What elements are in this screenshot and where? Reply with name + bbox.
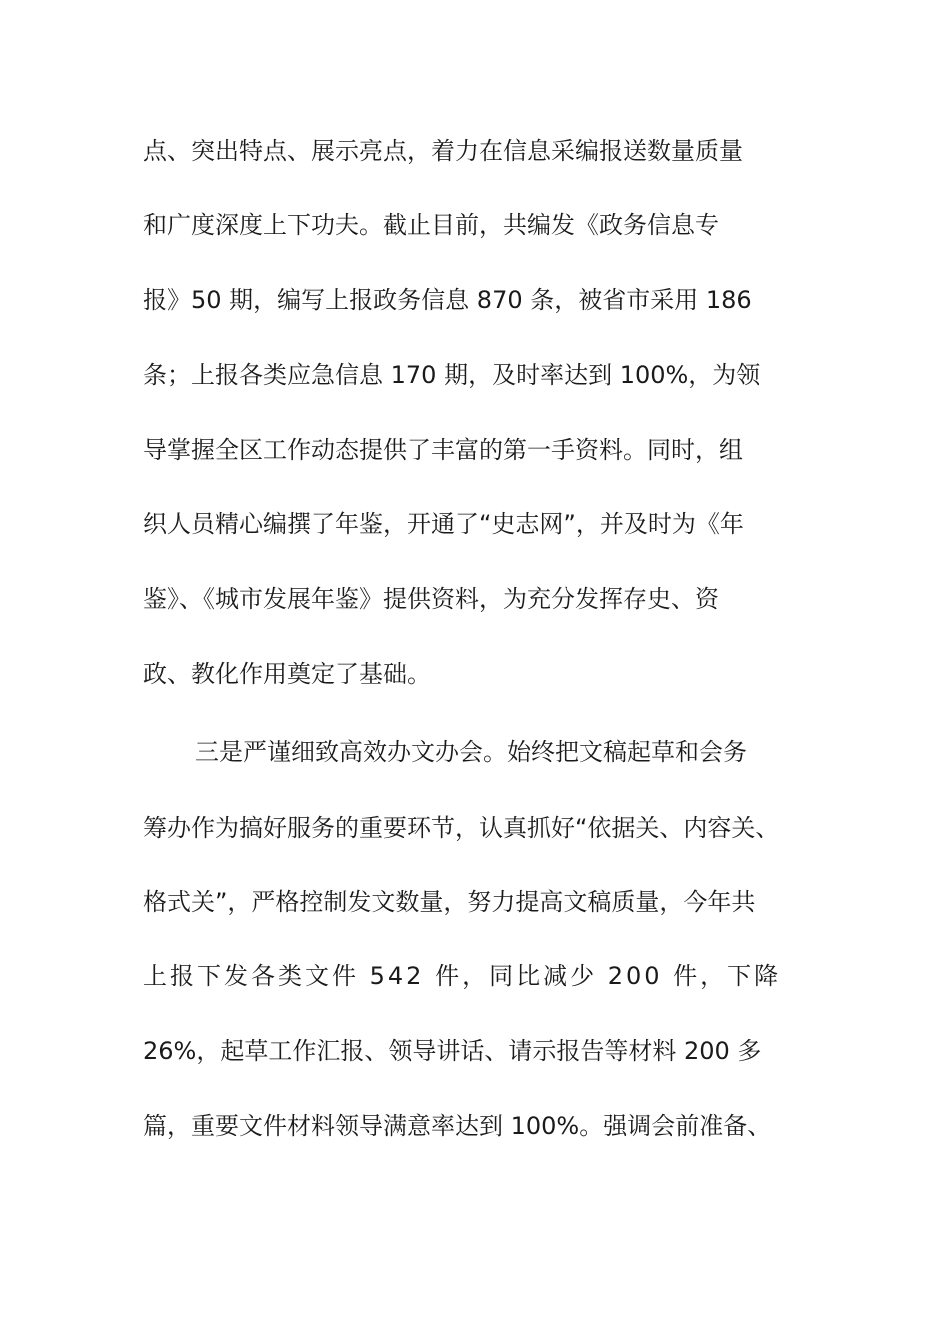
text-line: 织人员精心编撰了年鉴，开通了“史志网”，并及时为《年 bbox=[143, 510, 744, 538]
text-line: 和广度深度上下功夫。截止目前，共编发《政务信息专 bbox=[143, 211, 719, 239]
text-line: 报》50 期，编写上报政务信息 870 条，被省市采用 186 bbox=[143, 286, 752, 314]
text-line: 鉴》、《城市发展年鉴》提供资料，为充分发挥存史、资 bbox=[143, 585, 719, 613]
text-line: 格式关”，严格控制发文数量，努力提高文稿质量，今年共 bbox=[143, 888, 756, 916]
text-line: 上报下发各类文件 542 件，同比减少 200 件，下降 bbox=[143, 962, 782, 990]
text-line: 26%，起草工作汇报、领导讲话、请示报告等材料 200 多 bbox=[143, 1037, 762, 1065]
text-line: 政、教化作用奠定了基础。 bbox=[143, 660, 431, 688]
text-line: 导掌握全区工作动态提供了丰富的第一手资料。同时，组 bbox=[143, 436, 743, 464]
text-line: 条；上报各类应急信息 170 期，及时率达到 100%，为领 bbox=[143, 361, 761, 389]
text-line: 点、突出特点、展示亮点，着力在信息采编报送数量质量 bbox=[143, 137, 743, 165]
text-line: 篇，重要文件材料领导满意率达到 100%。强调会前准备、 bbox=[143, 1112, 772, 1140]
text-line: 筹办作为搞好服务的重要环节，认真抓好“依据关、内容关、 bbox=[143, 814, 780, 842]
paragraph-start-line: 三是严谨细致高效办文办会。始终把文稿起草和会务 bbox=[195, 738, 747, 766]
